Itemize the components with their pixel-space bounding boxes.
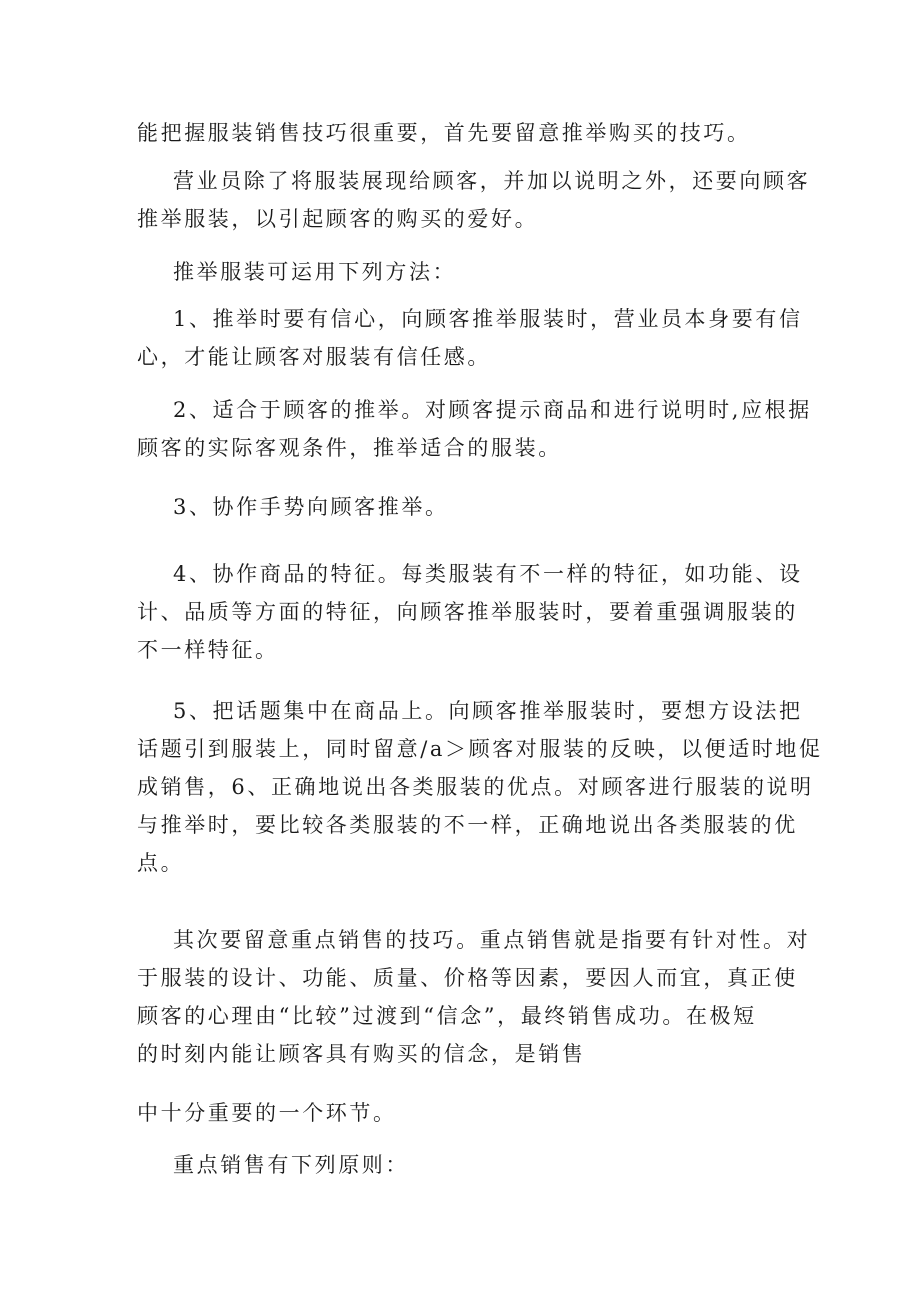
paragraph-salesperson (137, 162, 811, 238)
text-line: 中十分重要的一个环节。 (137, 1101, 397, 1125)
text-line: 顾客的心理由“比较”过渡到“信念”，最终销售成功。在极短 (137, 1004, 757, 1028)
text-line: 话题引到服装上，同时留意/a＞顾客对服装的反映，以便适时地促 (137, 737, 823, 761)
text-line: 推举服装可运用下列方法： (173, 260, 457, 284)
paragraph-principles-heading (137, 1146, 787, 1184)
text-line: 4、协作商品的特征。每类服装有不一样的特征，如功能、设 (173, 562, 803, 586)
paragraph-item-2 (137, 391, 812, 467)
paragraph-item-1 (137, 300, 803, 376)
text-line: 推举服装，以引起顾客的购买的爱好。 (137, 207, 539, 231)
text-line: 3、协作手势向顾客推举。 (173, 495, 449, 519)
text-line: 顾客的实际客观条件，推举适合的服装。 (137, 436, 562, 460)
text-line: 于服装的设计、功能、质量、价格等因素，要因人而宜，真正使 (137, 966, 798, 990)
text-line: 5、把话题集中在商品上。向顾客推举服装时，要想方设法把 (173, 699, 803, 723)
paragraph-intro (137, 114, 787, 152)
text-line: 1、推举时要有信心，向顾客推举服装时，营业员本身要有信 (173, 307, 803, 331)
text-line: 点。 (137, 851, 185, 875)
text-line: 心，才能让顾客对服装有信任感。 (137, 345, 491, 369)
paragraph-item-5 (137, 692, 823, 882)
text-line: 计、品质等方面的特征，向顾客推举服装时，要着重强调服装的 (137, 600, 798, 624)
paragraph-item-3 (137, 488, 787, 526)
paragraph-key-selling (137, 921, 811, 1073)
text-line: 能把握服装销售技巧很重要，首先要留意推举购买的技巧。 (137, 121, 751, 145)
text-line: 不一样特征。 (137, 638, 279, 662)
text-line: 成销售，6、正确地说出各类服装的优点。对顾客进行服装的说明 (137, 775, 814, 799)
paragraph-key-selling-continued (137, 1094, 787, 1132)
text-line: 重点销售有下列原则： (173, 1153, 409, 1177)
paragraph-methods-heading (137, 253, 787, 291)
paragraph-item-4 (137, 555, 803, 669)
text-line: 其次要留意重点销售的技巧。重点销售就是指要有针对性。对 (173, 928, 811, 952)
text-line: 2、适合于顾客的推举。对顾客提示商品和进行说明时,应根据 (173, 398, 812, 422)
text-line: 的时刻内能让顾客具有购买的信念，是销售 (137, 1042, 586, 1066)
text-line: 营业员除了将服装展现给顾客，并加以说明之外，还要向顾客 (173, 169, 811, 193)
text-line: 与推举时，要比较各类服装的不一样，正确地说出各类服装的优 (137, 813, 798, 837)
